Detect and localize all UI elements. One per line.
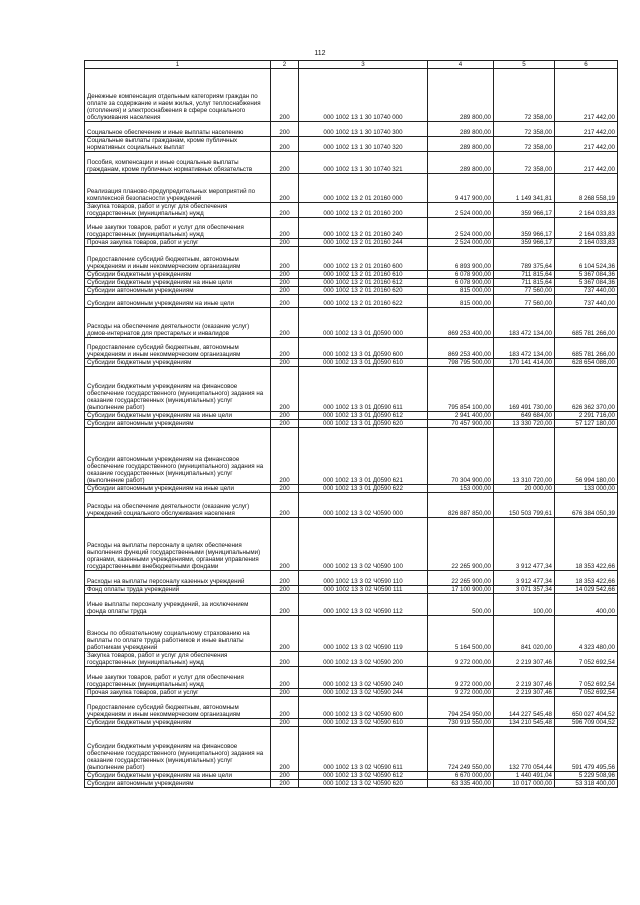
- row-code-cell: 200: [271, 586, 299, 594]
- row-executed-cell: 359 966,17: [494, 203, 555, 218]
- row-plan-cell: 70 304 900,00: [428, 428, 494, 485]
- table-row: [85, 772, 618, 780]
- row-code-cell: 200: [271, 594, 299, 616]
- table-row: [85, 652, 618, 667]
- row-kbk-cell: 000 1002 13 1 30 10740 321: [299, 152, 428, 174]
- row-remaining-cell: 737 440,00: [555, 295, 618, 308]
- row-remaining-cell: 685 781 266,00: [555, 338, 618, 359]
- row-name-cell: Предоставление субсидий бюджетным, автономным учреждениям и иным некоммерческим организациям: [85, 338, 271, 359]
- row-remaining-cell: 5 367 084,36: [555, 271, 618, 279]
- row-executed-cell: 77 560,00: [494, 287, 555, 295]
- table-row: [85, 667, 618, 689]
- row-plan-cell: 2 941 400,00: [428, 412, 494, 420]
- row-code-cell: 200: [271, 69, 299, 122]
- row-code-cell: 200: [271, 247, 299, 271]
- row-executed-cell: 72 358,00: [494, 137, 555, 152]
- row-executed-cell: 2 219 307,46: [494, 689, 555, 697]
- row-name-cell: Реализация планово-предупредительных мероприятий по комплексной безопасности учреждений: [85, 174, 271, 203]
- row-name-cell: Закупка товаров, работ и услуг для обеспечения государственных (муниципальных) нужд: [85, 652, 271, 667]
- row-name-cell: Социальное обеспечение и иные выплаты населению: [85, 122, 271, 137]
- row-name-cell: Субсидии автономным учреждениям: [85, 420, 271, 428]
- header-cell: 4: [428, 61, 494, 69]
- table-row: [85, 69, 618, 122]
- row-kbk-cell: 000 1002 13 3 02 Ч0590 112: [299, 594, 428, 616]
- header-cell: 1: [85, 61, 271, 69]
- row-remaining-cell: 626 362 370,00: [555, 367, 618, 412]
- row-remaining-cell: 591 479 495,56: [555, 727, 618, 772]
- row-code-cell: 200: [271, 137, 299, 152]
- row-code-cell: 200: [271, 518, 299, 571]
- row-kbk-cell: 000 1002 13 3 01 Д0590 610: [299, 359, 428, 367]
- row-code-cell: 200: [271, 203, 299, 218]
- row-remaining-cell: 217 442,00: [555, 69, 618, 122]
- table-row: [85, 493, 618, 518]
- row-executed-cell: 13 310 720,00: [494, 428, 555, 485]
- row-plan-cell: 798 795 500,00: [428, 359, 494, 367]
- row-plan-cell: 794 254 950,00: [428, 697, 494, 719]
- table-row: [85, 247, 618, 271]
- row-name-cell: Расходы на обеспечение деятельности (оказание услуг) учреждений социального обслуживания населения: [85, 493, 271, 518]
- row-executed-cell: 359 966,17: [494, 218, 555, 239]
- row-remaining-cell: 676 384 050,39: [555, 493, 618, 518]
- row-kbk-cell: 000 1002 13 3 01 Д0590 600: [299, 338, 428, 359]
- table-row: [85, 719, 618, 727]
- row-code-cell: 200: [271, 652, 299, 667]
- row-code-cell: 200: [271, 218, 299, 239]
- row-name-cell: Субсидии автономным учреждениям на иные цели: [85, 295, 271, 308]
- table-row: [85, 727, 618, 772]
- table-row: [85, 420, 618, 428]
- row-name-cell: Субсидии бюджетным учреждениям на иные цели: [85, 412, 271, 420]
- table-row: [85, 137, 618, 152]
- row-kbk-cell: 000 1002 13 3 01 Д0590 622: [299, 485, 428, 493]
- row-remaining-cell: 18 353 422,66: [555, 518, 618, 571]
- row-plan-cell: 6 670 000,00: [428, 772, 494, 780]
- row-kbk-cell: 000 1002 13 3 02 Ч0590 240: [299, 667, 428, 689]
- row-code-cell: 200: [271, 719, 299, 727]
- row-kbk-cell: 000 1002 13 3 02 Ч0590 612: [299, 772, 428, 780]
- row-name-cell: Закупка товаров, работ и услуг для обеспечения государственных (муниципальных) нужд: [85, 203, 271, 218]
- row-executed-cell: 72 358,00: [494, 122, 555, 137]
- row-plan-cell: 6 893 900,00: [428, 247, 494, 271]
- row-code-cell: 200: [271, 412, 299, 420]
- row-executed-cell: 1 440 491,04: [494, 772, 555, 780]
- row-executed-cell: 789 375,64: [494, 247, 555, 271]
- row-kbk-cell: 000 1002 13 3 02 Ч0590 600: [299, 697, 428, 719]
- row-remaining-cell: 685 781 266,00: [555, 308, 618, 338]
- row-remaining-cell: 7 052 692,54: [555, 667, 618, 689]
- row-executed-cell: 77 560,00: [494, 295, 555, 308]
- row-remaining-cell: 596 709 004,52: [555, 719, 618, 727]
- table-row: [85, 616, 618, 652]
- row-code-cell: 200: [271, 571, 299, 586]
- row-code-cell: 200: [271, 689, 299, 697]
- row-plan-cell: 2 524 000,00: [428, 203, 494, 218]
- table-row: [85, 308, 618, 338]
- row-kbk-cell: 000 1002 13 3 01 Д0590 611: [299, 367, 428, 412]
- row-kbk-cell: 000 1002 13 2 01 20160 622: [299, 295, 428, 308]
- row-name-cell: Предоставление субсидий бюджетным, автономным учреждениям и иным некоммерческим организациям: [85, 247, 271, 271]
- row-kbk-cell: 000 1002 13 3 01 Д0590 621: [299, 428, 428, 485]
- row-remaining-cell: 57 127 180,00: [555, 420, 618, 428]
- row-plan-cell: 815 000,00: [428, 295, 494, 308]
- row-code-cell: 200: [271, 493, 299, 518]
- row-executed-cell: 711 815,64: [494, 279, 555, 287]
- row-kbk-cell: 000 1002 13 2 01 20160 600: [299, 247, 428, 271]
- row-name-cell: Денежные компенсация отдельным категориям граждан по оплате за содержание и наем жилья, услуг теплоснабжения (отопления) и электроснабжения в сфере социального обслуживания населения: [85, 69, 271, 122]
- row-code-cell: 200: [271, 697, 299, 719]
- row-remaining-cell: 5 367 084,36: [555, 279, 618, 287]
- row-plan-cell: 795 854 100,00: [428, 367, 494, 412]
- row-kbk-cell: 000 1002 13 3 02 Ч0590 000: [299, 493, 428, 518]
- row-remaining-cell: 400,00: [555, 594, 618, 616]
- row-name-cell: Субсидии бюджетным учреждениям на финансовое обеспечение государственного (муниципального) задания на оказание государственных (муниципальных) услуг (выполнение работ): [85, 727, 271, 772]
- row-executed-cell: 711 815,64: [494, 271, 555, 279]
- row-plan-cell: 9 417 900,00: [428, 174, 494, 203]
- row-executed-cell: 13 330 720,00: [494, 420, 555, 428]
- row-plan-cell: 2 524 000,00: [428, 239, 494, 247]
- row-executed-cell: 3 912 477,34: [494, 518, 555, 571]
- row-kbk-cell: 000 1002 13 3 01 Д0590 620: [299, 420, 428, 428]
- row-executed-cell: 3 071 357,34: [494, 586, 555, 594]
- row-kbk-cell: 000 1002 13 3 01 Д0590 000: [299, 308, 428, 338]
- row-executed-cell: 72 358,00: [494, 152, 555, 174]
- row-executed-cell: 150 503 799,61: [494, 493, 555, 518]
- row-name-cell: Иные закупки товаров, работ и услуг для обеспечения государственных (муниципальных) нужд: [85, 667, 271, 689]
- row-remaining-cell: 2 291 716,00: [555, 412, 618, 420]
- row-name-cell: Прочая закупка товаров, работ и услуг: [85, 239, 271, 247]
- table-row: [85, 338, 618, 359]
- row-plan-cell: 2 524 000,00: [428, 218, 494, 239]
- row-code-cell: 200: [271, 295, 299, 308]
- row-name-cell: Иные закупки товаров, работ и услуг для обеспечения государственных (муниципальных) нужд: [85, 218, 271, 239]
- row-executed-cell: 169 491 730,00: [494, 367, 555, 412]
- row-remaining-cell: 628 654 086,00: [555, 359, 618, 367]
- row-plan-cell: 730 919 550,00: [428, 719, 494, 727]
- row-remaining-cell: 8 268 558,19: [555, 174, 618, 203]
- row-plan-cell: 815 000,00: [428, 287, 494, 295]
- row-plan-cell: 9 272 000,00: [428, 652, 494, 667]
- row-remaining-cell: 217 442,00: [555, 137, 618, 152]
- row-executed-cell: 183 472 134,00: [494, 338, 555, 359]
- row-remaining-cell: 56 994 180,00: [555, 428, 618, 485]
- row-name-cell: Субсидии бюджетным учреждениям на иные цели: [85, 279, 271, 287]
- row-kbk-cell: 000 1002 13 3 02 Ч0590 111: [299, 586, 428, 594]
- row-remaining-cell: 5 229 508,96: [555, 772, 618, 780]
- row-plan-cell: 869 253 400,00: [428, 308, 494, 338]
- header-cell: 3: [299, 61, 428, 69]
- row-kbk-cell: 000 1002 13 2 01 20160 620: [299, 287, 428, 295]
- row-remaining-cell: 650 027 404,52: [555, 697, 618, 719]
- row-name-cell: Субсидии автономным учреждениям на финансовое обеспечение государственного (муниципального) задания на оказание государственных (муниципальных) услуг (выполнение работ): [85, 428, 271, 485]
- row-executed-cell: 649 684,00: [494, 412, 555, 420]
- table-row: [85, 780, 618, 788]
- row-plan-cell: 289 800,00: [428, 152, 494, 174]
- table-header-row: [85, 61, 618, 69]
- row-remaining-cell: 2 164 033,83: [555, 239, 618, 247]
- header-cell: 2: [271, 61, 299, 69]
- row-plan-cell: 869 253 400,00: [428, 338, 494, 359]
- row-name-cell: Субсидии автономным учреждениям: [85, 287, 271, 295]
- row-name-cell: Расходы на обеспечение деятельности (оказание услуг) домов-интернатов для престарелых и инвалидов: [85, 308, 271, 338]
- row-code-cell: 200: [271, 485, 299, 493]
- table-row: [85, 271, 618, 279]
- row-kbk-cell: 000 1002 13 3 02 Ч0590 110: [299, 571, 428, 586]
- table-row: [85, 412, 618, 420]
- row-plan-cell: 153 000,00: [428, 485, 494, 493]
- row-remaining-cell: 4 323 480,00: [555, 616, 618, 652]
- row-name-cell: Субсидии автономным учреждениям: [85, 780, 271, 788]
- table-row: [85, 287, 618, 295]
- row-name-cell: Расходы на выплаты персоналу в целях обеспечения выполнения функций государственными (муниципальными) органами, казенными учреждениями, органами управления государственными внебюджетными фондами: [85, 518, 271, 571]
- table-row: [85, 571, 618, 586]
- row-name-cell: Субсидии бюджетным учреждениям: [85, 359, 271, 367]
- row-name-cell: Субсидии автономным учреждениям на иные цели: [85, 485, 271, 493]
- row-code-cell: 200: [271, 727, 299, 772]
- row-plan-cell: 22 265 900,00: [428, 571, 494, 586]
- row-remaining-cell: 217 442,00: [555, 152, 618, 174]
- row-plan-cell: 289 800,00: [428, 69, 494, 122]
- row-executed-cell: 134 210 545,48: [494, 719, 555, 727]
- table-row: [85, 239, 618, 247]
- row-code-cell: 200: [271, 780, 299, 788]
- row-code-cell: 200: [271, 616, 299, 652]
- table-row: [85, 218, 618, 239]
- row-name-cell: Предоставление субсидий бюджетным, автономным учреждениям и иным некоммерческим организациям: [85, 697, 271, 719]
- row-executed-cell: 20 000,00: [494, 485, 555, 493]
- row-code-cell: 200: [271, 338, 299, 359]
- budget-table: [84, 60, 618, 788]
- row-name-cell: Прочая закупка товаров, работ и услуг: [85, 689, 271, 697]
- row-code-cell: 200: [271, 308, 299, 338]
- row-code-cell: 200: [271, 279, 299, 287]
- row-name-cell: Субсидии бюджетным учреждениям на иные цели: [85, 772, 271, 780]
- row-code-cell: 200: [271, 174, 299, 203]
- row-plan-cell: 9 272 000,00: [428, 689, 494, 697]
- row-kbk-cell: 000 1002 13 2 01 20160 240: [299, 218, 428, 239]
- row-kbk-cell: 000 1002 13 3 02 Ч0590 610: [299, 719, 428, 727]
- row-code-cell: 200: [271, 239, 299, 247]
- row-kbk-cell: 000 1002 13 3 02 Ч0590 100: [299, 518, 428, 571]
- row-plan-cell: 826 887 850,00: [428, 493, 494, 518]
- row-remaining-cell: 737 440,00: [555, 287, 618, 295]
- row-kbk-cell: 000 1002 13 3 02 Ч0590 119: [299, 616, 428, 652]
- table-row: [85, 359, 618, 367]
- row-kbk-cell: 000 1002 13 2 01 20160 610: [299, 271, 428, 279]
- row-remaining-cell: 2 164 033,83: [555, 203, 618, 218]
- row-code-cell: 200: [271, 152, 299, 174]
- table-row: [85, 594, 618, 616]
- row-kbk-cell: 000 1002 13 1 30 10740 000: [299, 69, 428, 122]
- row-code-cell: 200: [271, 122, 299, 137]
- row-code-cell: 200: [271, 359, 299, 367]
- row-name-cell: Субсидии бюджетным учреждениям на финансовое обеспечение государственного (муниципального) задания на оказание государственных (муниципальных) услуг (выполнение работ): [85, 367, 271, 412]
- table-row: [85, 174, 618, 203]
- row-plan-cell: 289 800,00: [428, 122, 494, 137]
- row-name-cell: Взносы по обязательному социальному страхованию на выплаты по оплате труда работников и иные выплаты работникам учреждений: [85, 616, 271, 652]
- row-plan-cell: 289 800,00: [428, 137, 494, 152]
- row-remaining-cell: 217 442,00: [555, 122, 618, 137]
- row-kbk-cell: 000 1002 13 3 02 Ч0590 200: [299, 652, 428, 667]
- row-remaining-cell: 18 353 422,66: [555, 571, 618, 586]
- row-kbk-cell: 000 1002 13 3 01 Д0590 612: [299, 412, 428, 420]
- table-row: [85, 122, 618, 137]
- row-executed-cell: 359 966,17: [494, 239, 555, 247]
- row-plan-cell: 5 164 500,00: [428, 616, 494, 652]
- row-code-cell: 200: [271, 772, 299, 780]
- row-remaining-cell: 6 104 524,36: [555, 247, 618, 271]
- row-executed-cell: 132 770 054,44: [494, 727, 555, 772]
- table-row: [85, 295, 618, 308]
- row-code-cell: 200: [271, 367, 299, 412]
- table-row: [85, 689, 618, 697]
- table-row: [85, 428, 618, 485]
- row-plan-cell: 63 335 400,00: [428, 780, 494, 788]
- row-kbk-cell: 000 1002 13 1 30 10740 300: [299, 122, 428, 137]
- row-plan-cell: 6 078 900,00: [428, 279, 494, 287]
- row-executed-cell: 2 219 307,46: [494, 652, 555, 667]
- row-name-cell: Субсидии бюджетным учреждениям: [85, 271, 271, 279]
- table-row: [85, 518, 618, 571]
- row-code-cell: 200: [271, 428, 299, 485]
- row-name-cell: Пособия, компенсации и иные социальные выплаты гражданам, кроме публичных нормативных обязательств: [85, 152, 271, 174]
- table-row: [85, 152, 618, 174]
- page-number: 112: [314, 50, 326, 57]
- row-name-cell: Иные выплаты персоналу учреждений, за исключением фонда оплаты труда: [85, 594, 271, 616]
- row-remaining-cell: 7 052 692,54: [555, 689, 618, 697]
- row-executed-cell: 2 219 307,46: [494, 667, 555, 689]
- header-cell: 6: [555, 61, 618, 69]
- row-kbk-cell: 000 1002 13 1 30 10740 320: [299, 137, 428, 152]
- row-kbk-cell: 000 1002 13 2 01 20160 612: [299, 279, 428, 287]
- header-cell: 5: [494, 61, 555, 69]
- row-plan-cell: 9 272 000,00: [428, 667, 494, 689]
- row-name-cell: Социальные выплаты гражданам, кроме публичных нормативных социальных выплат: [85, 137, 271, 152]
- row-remaining-cell: 133 000,00: [555, 485, 618, 493]
- table-row: [85, 697, 618, 719]
- row-executed-cell: 183 472 134,00: [494, 308, 555, 338]
- row-plan-cell: 724 249 550,00: [428, 727, 494, 772]
- row-executed-cell: 841 020,00: [494, 616, 555, 652]
- table-row: [85, 279, 618, 287]
- row-kbk-cell: 000 1002 13 3 02 Ч0590 620: [299, 780, 428, 788]
- row-kbk-cell: 000 1002 13 3 02 Ч0590 244: [299, 689, 428, 697]
- row-kbk-cell: 000 1002 13 2 01 20160 000: [299, 174, 428, 203]
- row-name-cell: Субсидии бюджетным учреждениям: [85, 719, 271, 727]
- row-executed-cell: 10 017 000,00: [494, 780, 555, 788]
- row-plan-cell: 6 078 900,00: [428, 271, 494, 279]
- row-name-cell: Расходы на выплаты персоналу казенных учреждений: [85, 571, 271, 586]
- table-row: [85, 367, 618, 412]
- row-executed-cell: 144 227 545,48: [494, 697, 555, 719]
- row-plan-cell: 500,00: [428, 594, 494, 616]
- row-plan-cell: 17 100 900,00: [428, 586, 494, 594]
- row-executed-cell: 170 141 414,00: [494, 359, 555, 367]
- row-remaining-cell: 2 164 033,83: [555, 218, 618, 239]
- row-plan-cell: 70 457 900,00: [428, 420, 494, 428]
- row-remaining-cell: 14 029 542,66: [555, 586, 618, 594]
- row-code-cell: 200: [271, 271, 299, 279]
- table-row: [85, 485, 618, 493]
- table-row: [85, 203, 618, 218]
- table-row: [85, 586, 618, 594]
- row-plan-cell: 22 265 900,00: [428, 518, 494, 571]
- row-kbk-cell: 000 1002 13 3 02 Ч0590 611: [299, 727, 428, 772]
- row-kbk-cell: 000 1002 13 2 01 20160 200: [299, 203, 428, 218]
- row-code-cell: 200: [271, 420, 299, 428]
- row-remaining-cell: 7 052 692,54: [555, 652, 618, 667]
- row-code-cell: 200: [271, 667, 299, 689]
- row-executed-cell: 3 912 477,34: [494, 571, 555, 586]
- row-kbk-cell: 000 1002 13 2 01 20160 244: [299, 239, 428, 247]
- row-executed-cell: 1 149 341,81: [494, 174, 555, 203]
- row-executed-cell: 72 358,00: [494, 69, 555, 122]
- row-remaining-cell: 53 318 400,00: [555, 780, 618, 788]
- row-name-cell: Фонд оплаты труда учреждений: [85, 586, 271, 594]
- row-code-cell: 200: [271, 287, 299, 295]
- row-executed-cell: 100,00: [494, 594, 555, 616]
